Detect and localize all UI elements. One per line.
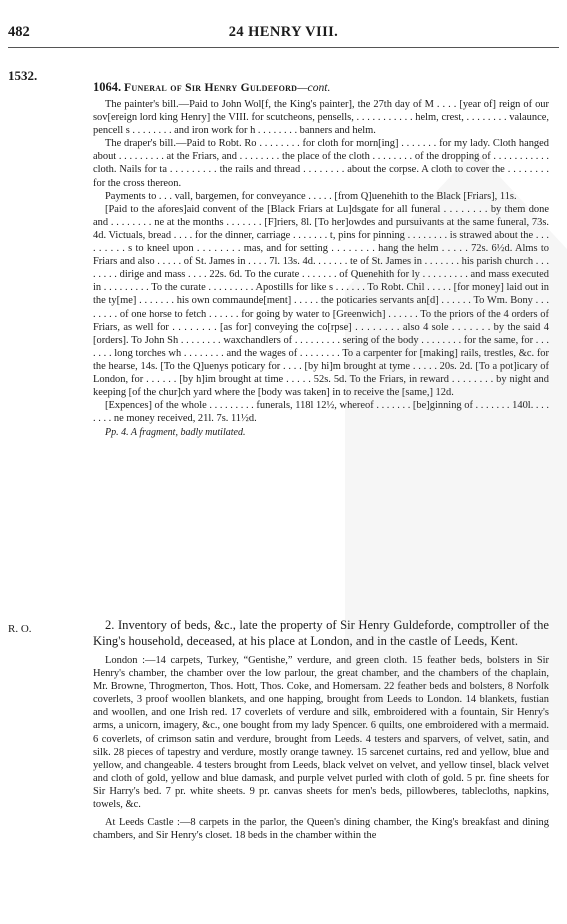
entry-2-body bbox=[93, 617, 549, 842]
convent-payments-paragraph: [Paid to the afores]aid convent of the [Black Friars at Lu]dsgate for all funeral . . . . . . . . by them done and . . . . . . . . ne at the months . . . . . . . [F]riers, 8l. [To her]owdes and pursuivants at the same funeral, 73s. 4d. Victuals, bread . . . . for the dinner, carriage . . . . . . . t, pins for pinning . . . . . . . . is strawed about the . . . . . . . . . s to kneel upon . . . . . . . . mas, and for setting . . . . . . . . hang the helm . . . . . 72s. 6½d. Alms to Friars and also . . . . . of St. James in . . . . 7l. 13s. 4d. . . . . . . te of St. James in . . . . . . . his parish church . . . . . . . . dirige and mass . . . . 22s. 6d. To the curate . . . . . . . of Quenehith for ly . . . . . . . . . and mass executed in . . . . . . . . . To the curate . . . . . . . . . Apostills for like s . . . . . . To Robt. Chil . . . . . [for money] laid out in the ty[me] . . . . . . . his own commaunde[ment] . . . . . the poticaries servants an[d] . . . . . . To Wm. Bony . . . . . . . . of one horse to fetch . . . . . . for going by water to [Greenwich] . . . . . . To the priors of the 4 orders of Friars, as well for . . . . . . . . [as for] conveying the co[rpse] . . . . . . . . also 4 sole . . . . . . . by the said 4 [orders]. To John Sh . . . . . . . . waxchandlers of . . . . . . . . . sering of the body . . . . . . . . for the same, for . . . . . . . long torches wh . . . . . . . . and the wages of . . . . . . . . To a carpenter for [making] rails, trestles, &c. for the hearse, 14s. [To the Q]uenys poticary for . . . . [by hi]m brought at tyme . . . . . 20s. 2d. [To a pot]icary of London, for . . . . . . [by h]im brought at time . . . . . 52s. 5d. To the Friars, in reward . . . . . . . . by night and keeping [of the chur]ch yard where the [body was taken] in to receive the [same,] 12d. bbox=[93, 203, 549, 399]
entry-title-cont: —cont. bbox=[297, 81, 331, 94]
editorial-note: Pp. 4. A fragment, badly mutilated. bbox=[105, 427, 246, 439]
running-title: 24 HENRY VIII. bbox=[228, 24, 339, 40]
margin-year: 1532. bbox=[8, 68, 38, 83]
margin-source: R. O. bbox=[8, 623, 32, 635]
header-rule bbox=[8, 47, 559, 48]
bargemen-paragraph: Payments to . . . vall, bargemen, for conveyance . . . . . [from Q]uenehith to the Black [Friars], 11s. bbox=[105, 190, 517, 202]
entry-title-text: Funeral of Sir Henry Guldeford bbox=[124, 81, 298, 94]
page-number: 482 bbox=[8, 24, 30, 40]
painters-bill-paragraph: The painter's bill.—Paid to John Wol[f, the King's painter], the 27th day of M . . . . [year of] reign of our sov[ereign lord king Henry] the VIII. for scutcheons, pensells, . . . . . . . . . . . helm, crest, . . . . . . . . valaunce, pencell s . . . . . . . . and iron work for h . . . . . . . . banners and helm. bbox=[93, 99, 549, 137]
london-inventory-paragraph: London :—14 carpets, Turkey, “Gentishe,” verdure, and green cloth. 15 feather beds, bolsters in Sir Henry's chamber, the chamber over the low parlour, the great chamber, and the chambers of the chaplain, Mr. Browne, Throgmerton, Thos. Hott, Thos. Coke, and Homersam. 22 feather beds and bolsters, 8 Norfolk coverlets, 3 proof woollen blankets, and one happing, brought from Leeds to London. 14 blankets, fustian and woollen, and one Irish red. 17 coverlets of verdure and silk, embroidered with a fountain, Sir Henry's arms, a unicorn, imagery, &c., one bought from my lady Spencer. 6 quilts, one embroidered with a mermaid. 6 coverlets, of crimson satin and verdure, brought from Leeds. 4 testers and sparvers, of velvet, satin, and silk. 28 pieces of tapestry and verdure, mostly orange tawney. 15 sarcenet curtains, red and yellow, blue and yellow, and changeable. 4 testers brought from Leeds, black velvet on velvet, and yellow tinsel, black velvet and cloth of gold, yellow and blue damask, and purple velvet purled with cloth of gold. 5 pr. fine sheets for Sir Harry's bed. 7 pr. white sheets. 9 pr. canvas sheets for men's beds, pillowberes, tablecloths, napkins, towels, &c. bbox=[93, 655, 549, 811]
leeds-inventory-paragraph: At Leeds Castle :—8 carpets in the parlor, the Queen's dining chamber, the King's breakfast and dining chambers, and Sir Henry's closet. 18 beds in the chamber within the bbox=[93, 817, 549, 842]
drapers-bill-paragraph: The draper's bill.—Paid to Robt. Ro . . . . . . . . for cloth for morn[ing] . . . . . . . for my lady. Cloth hanged about . . . . . . . . . at the Friars, and . . . . . . . . the place of the cloth . . . . . . . . of the dropping of . . . . . . . . . . . cloth. Nails for ta . . . . . . . . . the rails and thread . . . . . . . . about the corpse. A cloth to cover the . . . . . . . . for the cross thereon. bbox=[93, 138, 549, 189]
inventory-heading: 2. Inventory of beds, &c., late the property of Sir Henry Guldeforde, comptroller of the King's household, deceased, at his place at London, and in the castle of Leeds, Kent. bbox=[93, 618, 549, 648]
entry-1064-body bbox=[93, 98, 549, 439]
entry-1064-title bbox=[93, 80, 545, 95]
expences-paragraph: [Expences] of the whole . . . . . . . . . funerals, 118l 12½, whereof . . . . . . . [be]ginning of . . . . . . . 140l. . . . . . . . ne money received, 21l. 7s. 11½d. bbox=[93, 400, 549, 425]
entry-number: 1064. bbox=[93, 80, 122, 94]
